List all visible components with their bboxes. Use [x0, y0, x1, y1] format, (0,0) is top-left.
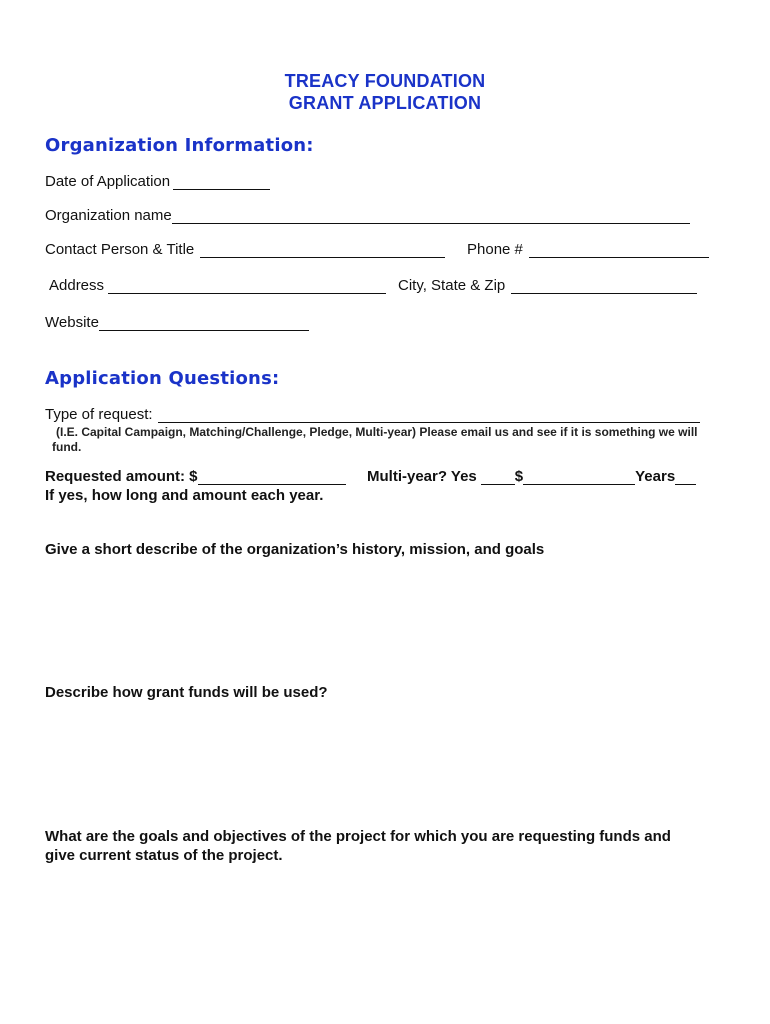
- multi-year-amount-blank[interactable]: [523, 470, 635, 485]
- phone-blank[interactable]: [529, 243, 709, 258]
- organization-name-blank[interactable]: [172, 209, 690, 224]
- question-history-mission-goals: Give a short describe of the organization’s history, mission, and goals: [45, 541, 545, 558]
- multi-year-yes-blank[interactable]: [481, 470, 515, 485]
- date-of-application-field: [45, 173, 270, 190]
- form-title-line-2: GRANT APPLICATION: [288, 93, 482, 113]
- address-field: [49, 277, 386, 294]
- phone-label: Phone #: [467, 241, 523, 258]
- form-title-line-1: TREACY FOUNDATION: [284, 71, 486, 91]
- application-questions-heading: Application Questions:: [45, 368, 280, 389]
- type-of-request-field: [45, 406, 700, 423]
- type-of-request-blank[interactable]: [158, 408, 700, 423]
- city-state-zip-field: [398, 277, 697, 294]
- requested-amount-field: [45, 468, 346, 485]
- type-of-request-label: Type of request:: [45, 406, 153, 423]
- address-label: Address: [49, 277, 105, 294]
- question-grant-funds-use: Describe how grant funds will be used?: [45, 684, 328, 701]
- city-state-zip-blank[interactable]: [511, 279, 697, 294]
- organization-name-label: Organization name: [45, 207, 172, 224]
- date-of-application-label: Date of Application: [45, 173, 171, 190]
- phone-field: [467, 241, 709, 258]
- multi-year-dollar-label: $: [514, 468, 524, 485]
- multi-year-label: Multi-year? Yes: [367, 468, 477, 485]
- multi-year-field: [367, 468, 696, 485]
- city-state-zip-label: City, State & Zip: [398, 277, 506, 294]
- contact-person-field: [45, 241, 445, 258]
- website-blank[interactable]: [99, 316, 309, 331]
- address-blank[interactable]: [108, 279, 386, 294]
- organization-name-field: [45, 207, 690, 224]
- question-project-goals-status: What are the goals and objectives of the project for which you are requesting funds and give current status of the project.: [45, 828, 671, 864]
- years-label: Years: [635, 468, 676, 485]
- contact-person-label: Contact Person & Title: [45, 241, 195, 258]
- website-label: Website: [45, 314, 99, 331]
- contact-person-blank[interactable]: [200, 243, 445, 258]
- requested-amount-blank[interactable]: [198, 470, 346, 485]
- website-field: [45, 314, 309, 331]
- date-of-application-blank[interactable]: [173, 175, 270, 190]
- how-long-text: If yes, how long and amount each year.: [45, 487, 324, 504]
- type-of-request-note: (I.E. Capital Campaign, Matching/Challenge, Pledge, Multi-year) Please email us and see if it is something we will fund.: [52, 425, 698, 454]
- years-blank[interactable]: [675, 470, 696, 485]
- requested-amount-label: Requested amount: $: [45, 468, 198, 485]
- organization-information-heading: Organization Information:: [45, 135, 314, 156]
